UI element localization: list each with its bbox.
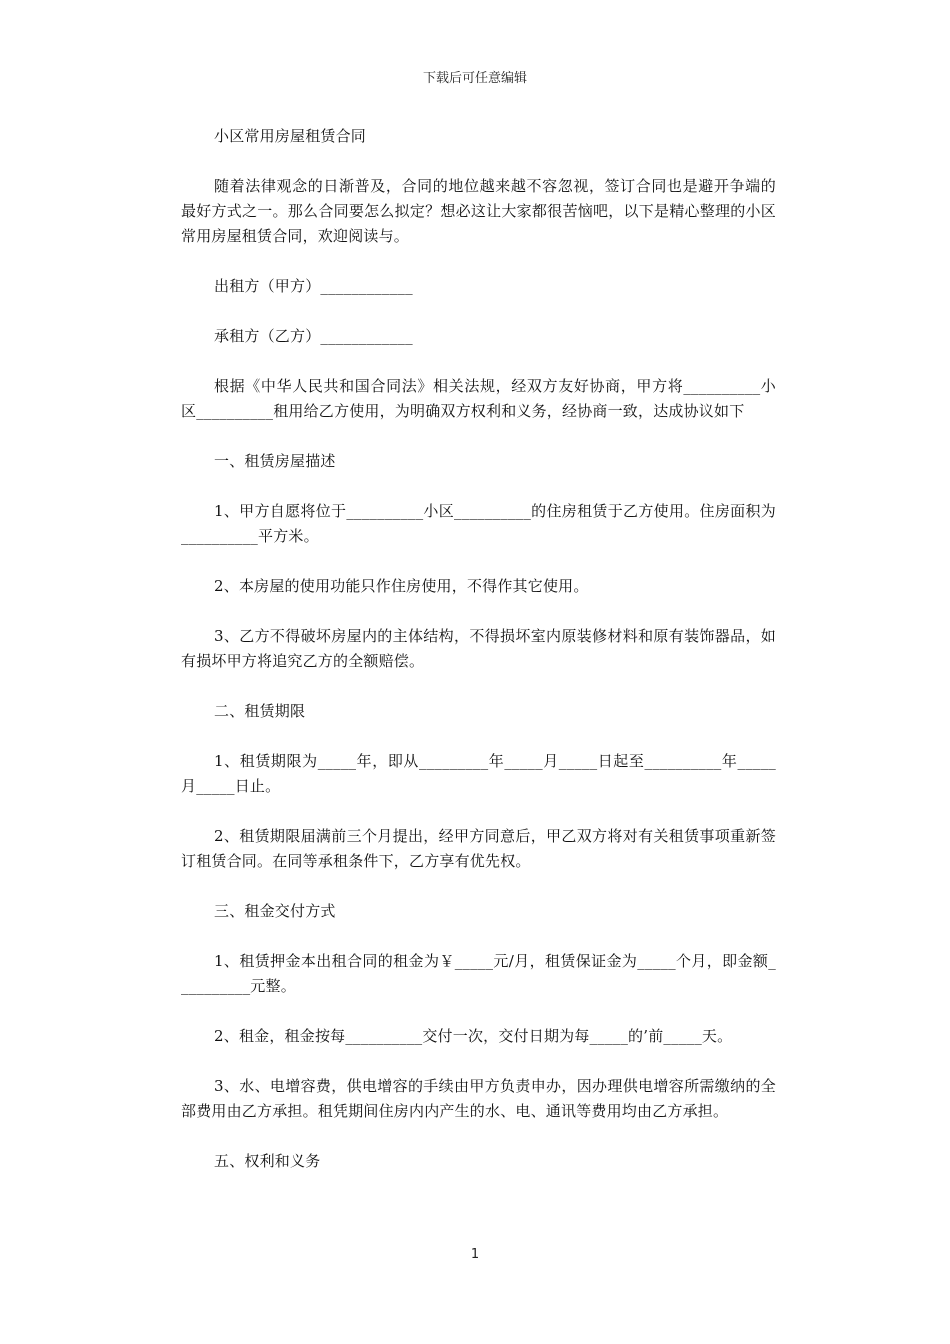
clause-paragraph: 1、租赁押金本出租合同的租金为￥_____元/月，租赁保证金为_____个月，即金额__________元整。 (181, 952, 776, 995)
agreement-basis-paragraph: 根据《中华人民共和国合同法》相关法规，经双方友好协商，甲方将__________小区__________租用给乙方使用，为明确双方权利和义务，经协商一致，达成协议如下 (181, 377, 777, 420)
lessee-line: 承租方（乙方）____________ (214, 327, 413, 345)
clause-paragraph: 1、甲方自愿将位于__________小区__________的住房租赁于乙方使用。住房面积为__________平方米。 (181, 502, 776, 545)
document-title: 小区常用房屋租赁合同 (214, 127, 367, 145)
page-header: 下载后可任意编辑 (422, 71, 527, 86)
lessor-line: 出租方（甲方）____________ (214, 277, 413, 295)
clause-paragraph: 3、乙方不得破坏房屋内的主体结构，不得损坏室内原装修材料和原有装饰器品，如有损坏甲方将追究乙方的全额赔偿。 (181, 627, 776, 670)
page-number: 1 (470, 1247, 480, 1262)
clause-paragraph: 2、租赁期限届满前三个月提出，经甲方同意后，甲乙双方将对有关租赁事项重新签订租赁合同。在同等承租条件下，乙方享有优先权。 (181, 827, 776, 870)
clause-paragraph: 3、水、电增容费，供电增容的手续由甲方负责申办，因办理供电增容所需缴纳的全部费用由乙方承担。租凭期间住房内内产生的水、电、通讯等费用均由乙方承担。 (181, 1077, 776, 1120)
clause-paragraph: 1、租赁期限为_____年，即从_________年_____月_____日起至__________年_____月_____日止。 (181, 752, 776, 795)
section-heading-description: 一、租赁房屋描述 (214, 452, 336, 470)
section-heading-rights: 五、权利和义务 (214, 1152, 321, 1170)
clause-paragraph: 2、租金，租金按每__________交付一次，交付日期为每_____的’前_____天。 (214, 1027, 733, 1045)
section-heading-payment: 三、租金交付方式 (214, 902, 336, 920)
intro-paragraph: 随着法律观念的日渐普及，合同的地位越来越不容忽视，签订合同也是避开争端的最好方式之一。那么合同要怎么拟定？想必这让大家都很苦恼吧，以下是精心整理的小区常用房屋租赁合同，欢迎阅读与。 (181, 177, 776, 245)
clause-paragraph: 2、本房屋的使用功能只作住房使用，不得作其它使用。 (214, 577, 589, 595)
document-body (181, 124, 776, 1199)
section-heading-term: 二、租赁期限 (214, 702, 306, 720)
